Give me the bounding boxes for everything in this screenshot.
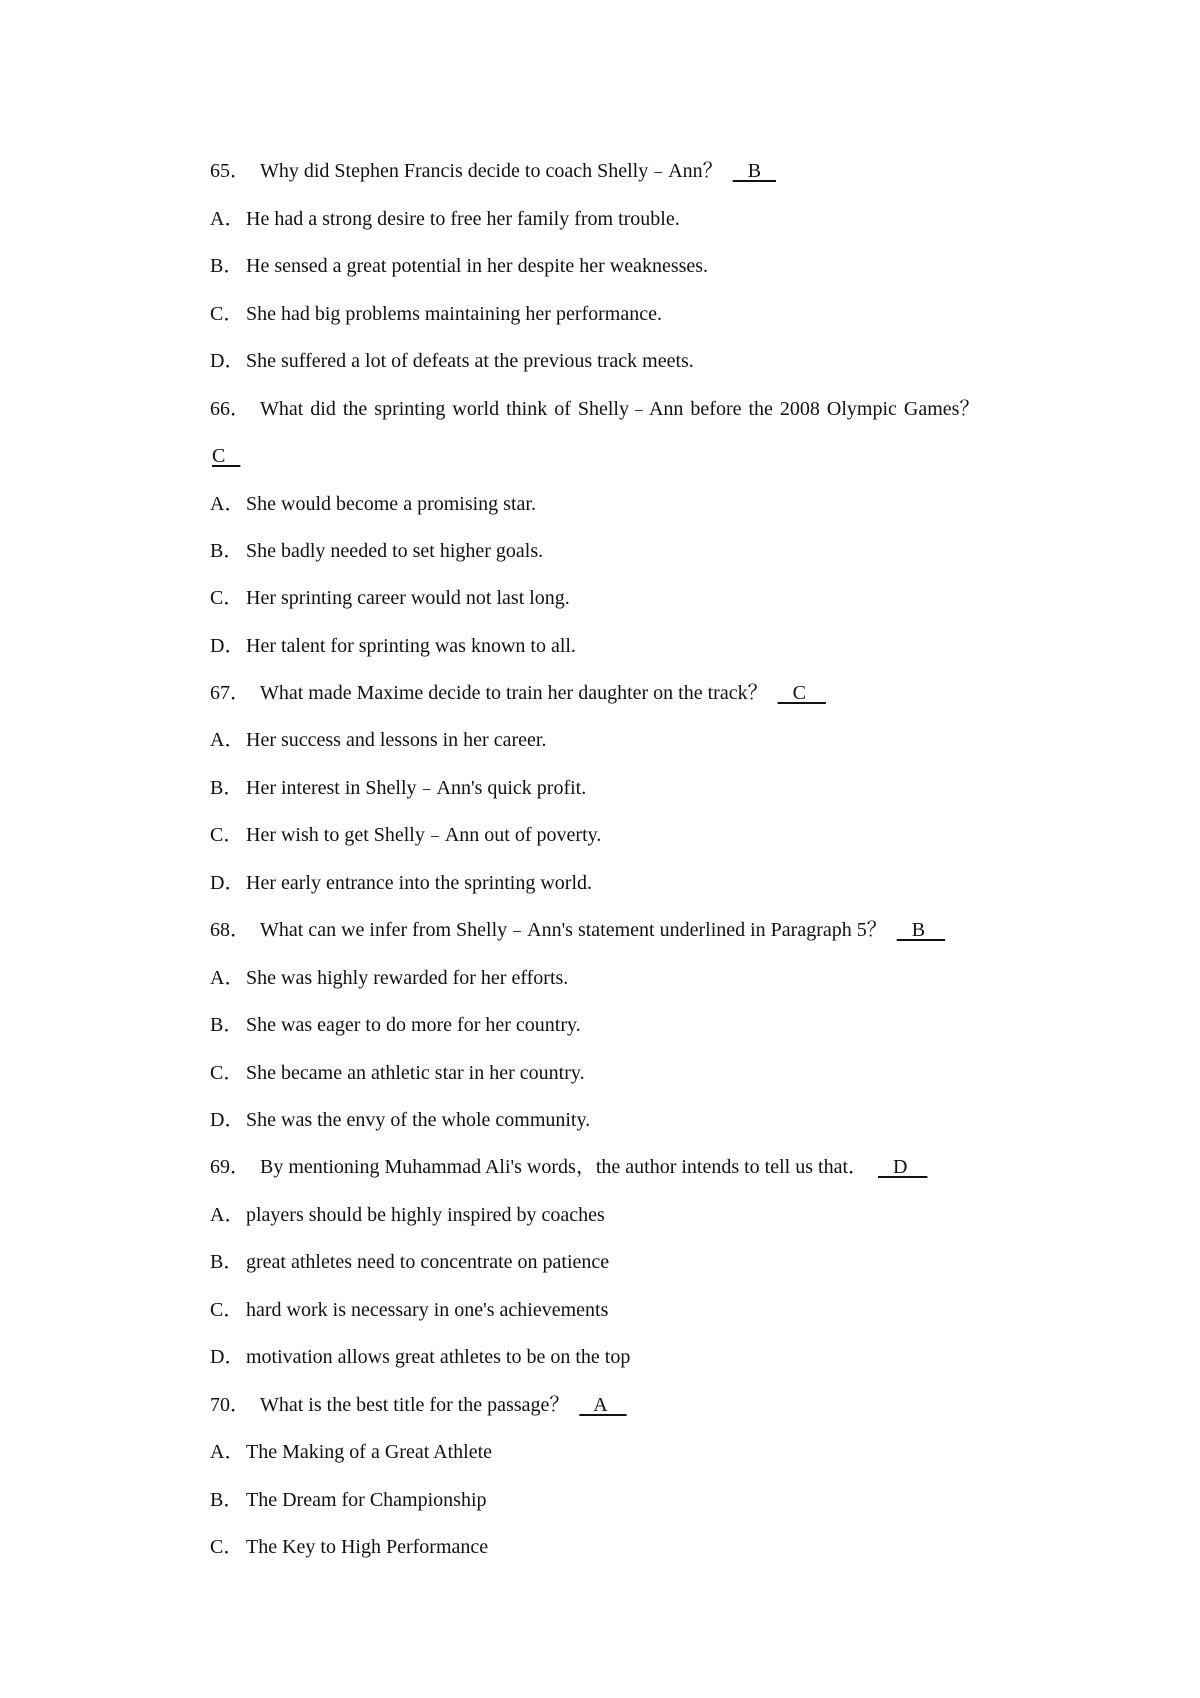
option-text: Her early entrance into the sprinting world. bbox=[246, 872, 592, 894]
option-text: Her sprinting career would not last long. bbox=[246, 587, 570, 609]
option-letter: C． bbox=[210, 587, 244, 609]
answer-blank: B bbox=[732, 160, 777, 182]
option-letter: C． bbox=[210, 1299, 244, 1321]
option-d bbox=[210, 634, 576, 658]
question-65 bbox=[210, 159, 778, 183]
option-letter: B． bbox=[210, 777, 244, 799]
option-d bbox=[210, 349, 694, 373]
answer-blank: C bbox=[777, 682, 826, 704]
option-a bbox=[210, 1203, 605, 1227]
option-letter: A． bbox=[210, 729, 245, 751]
question-67 bbox=[210, 681, 828, 705]
option-letter: D． bbox=[210, 350, 245, 372]
option-letter: B． bbox=[210, 255, 244, 277]
option-letter: B． bbox=[210, 1251, 244, 1273]
question-text: What can we infer from Shelly﹣Ann's statement underlined in Paragraph 5？ bbox=[260, 919, 887, 941]
option-text: She became an athletic star in her country. bbox=[246, 1062, 585, 1084]
question-69 bbox=[210, 1155, 929, 1179]
answer-blank: D bbox=[878, 1156, 928, 1178]
option-letter: B． bbox=[210, 540, 244, 562]
option-letter: B． bbox=[210, 1014, 244, 1036]
option-a bbox=[210, 492, 536, 516]
option-letter: D． bbox=[210, 872, 245, 894]
option-text: The Making of a Great Athlete bbox=[246, 1441, 493, 1463]
answer-blank: C bbox=[212, 445, 241, 467]
question-66-answer-line bbox=[210, 444, 242, 468]
option-text: She was the envy of the whole community. bbox=[246, 1109, 591, 1131]
option-letter: C． bbox=[210, 824, 244, 846]
option-letter: D． bbox=[210, 1109, 245, 1131]
option-text: Her success and lessons in her career. bbox=[246, 729, 547, 751]
option-c bbox=[210, 586, 570, 610]
option-text: hard work is necessary in one's achievements bbox=[246, 1299, 609, 1321]
option-letter: D． bbox=[210, 635, 245, 657]
option-text: She suffered a lot of defeats at the previous track meets. bbox=[246, 350, 694, 372]
question-number: 67． bbox=[210, 682, 250, 704]
option-letter: A． bbox=[210, 967, 245, 989]
option-text: Her wish to get Shelly﹣Ann out of poverty. bbox=[246, 824, 602, 846]
option-letter: A． bbox=[210, 1204, 245, 1226]
option-letter: C． bbox=[210, 303, 244, 325]
option-d bbox=[210, 871, 592, 895]
option-c bbox=[210, 1298, 608, 1322]
option-text: She was highly rewarded for her efforts. bbox=[246, 967, 569, 989]
option-b bbox=[210, 539, 543, 563]
option-c bbox=[210, 1535, 488, 1559]
option-text: The Key to High Performance bbox=[246, 1536, 489, 1558]
option-text: He sensed a great potential in her despite her weaknesses. bbox=[246, 255, 709, 277]
question-number: 69． bbox=[210, 1156, 250, 1178]
option-b bbox=[210, 1250, 609, 1274]
option-text: He had a strong desire to free her family from trouble. bbox=[246, 208, 680, 230]
question-number: 65． bbox=[210, 160, 250, 182]
option-letter: A． bbox=[210, 493, 245, 515]
option-c bbox=[210, 302, 662, 326]
question-text: Why did Stephen Francis decide to coach Shelly﹣Ann？ bbox=[260, 160, 723, 182]
answer-blank: A bbox=[579, 1394, 627, 1416]
option-text: Her interest in Shelly﹣Ann's quick profit. bbox=[246, 777, 587, 799]
option-letter: D． bbox=[210, 1346, 245, 1368]
question-number: 70． bbox=[210, 1394, 250, 1416]
option-letter: C． bbox=[210, 1536, 244, 1558]
question-text: What did the sprinting world think of Shelly﹣Ann before the 2008 Olympic Games？ bbox=[260, 398, 980, 420]
option-c bbox=[210, 823, 601, 847]
question-number: 68． bbox=[210, 919, 250, 941]
option-text: She had big problems maintaining her performance. bbox=[246, 303, 662, 325]
option-text: The Dream for Championship bbox=[246, 1489, 487, 1511]
option-text: She was eager to do more for her country. bbox=[246, 1014, 581, 1036]
option-text: motivation allows great athletes to be on the top bbox=[246, 1346, 631, 1368]
option-text: players should be highly inspired by coaches bbox=[246, 1204, 605, 1226]
option-b bbox=[210, 776, 586, 800]
option-a bbox=[210, 207, 680, 231]
option-text: great athletes need to concentrate on patience bbox=[246, 1251, 610, 1273]
option-a bbox=[210, 728, 546, 752]
question-number: 66． bbox=[210, 398, 250, 420]
option-text: She would become a promising star. bbox=[246, 493, 536, 515]
option-b bbox=[210, 1013, 581, 1037]
option-b bbox=[210, 254, 708, 278]
option-letter: A． bbox=[210, 1441, 245, 1463]
option-b bbox=[210, 1488, 487, 1512]
question-text: What made Maxime decide to train her daughter on the track？ bbox=[260, 682, 768, 704]
answer-blank: B bbox=[896, 919, 946, 941]
question-70 bbox=[210, 1393, 629, 1417]
option-text: Her talent for sprinting was known to all. bbox=[246, 635, 576, 657]
question-68 bbox=[210, 918, 947, 942]
option-text: She badly needed to set higher goals. bbox=[246, 540, 544, 562]
option-d bbox=[210, 1345, 630, 1369]
option-letter: A． bbox=[210, 208, 245, 230]
question-text: What is the best title for the passage？ bbox=[260, 1394, 570, 1416]
option-d bbox=[210, 1108, 590, 1132]
question-text: By mentioning Muhammad Ali's words，the author intends to tell us that． bbox=[260, 1156, 868, 1178]
option-a bbox=[210, 966, 568, 990]
option-c bbox=[210, 1061, 585, 1085]
option-a bbox=[210, 1440, 492, 1464]
option-letter: C． bbox=[210, 1062, 244, 1084]
question-66 bbox=[210, 397, 979, 421]
option-letter: B． bbox=[210, 1489, 244, 1511]
